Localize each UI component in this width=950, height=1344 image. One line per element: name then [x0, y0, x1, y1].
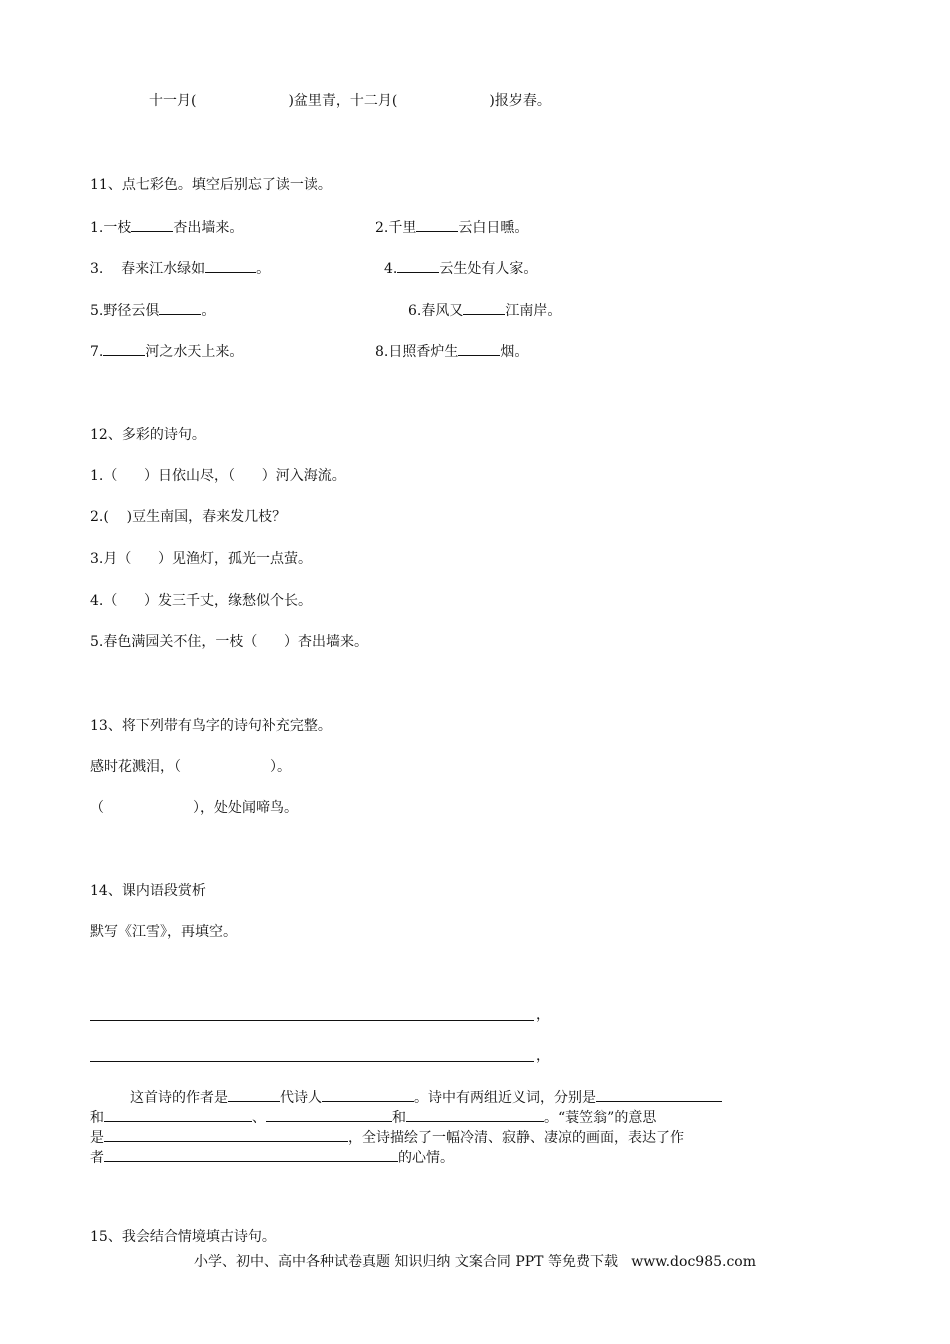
q14-p2-a: 和 [90, 1110, 104, 1126]
q11-blank-5[interactable] [159, 301, 201, 315]
q13-line-1: 感时花溅泪，（ ）。 [90, 759, 292, 775]
q14-p3-a: 是 [90, 1130, 104, 1146]
meaning-blank[interactable] [104, 1128, 348, 1142]
q14-para-line-3 [90, 1128, 684, 1147]
q11-item-2-post: 云白日曛。 [458, 220, 529, 236]
q11-item-3-post: 。 [256, 261, 271, 277]
poem-line-1-comma: ， [536, 1007, 550, 1023]
q13-line-2: （ ），处处闻啼鸟。 [90, 800, 299, 816]
q11-item-6-post: 江南岸。 [505, 303, 562, 319]
q11-item-7-post: 河之水天上来。 [145, 344, 244, 360]
q11-item-2-pre: 2.千里 [375, 220, 417, 236]
poem-line-2[interactable] [90, 1061, 534, 1062]
q11-item-7-pre: 7. [90, 344, 104, 360]
q13-title: 13、将下列带有鸟字的诗句补充完整。 [90, 718, 332, 734]
q14-instruction: 默写《江雪》，再填空。 [90, 924, 237, 940]
q14-p2-d: 。“蓑笠翁”的意思 [544, 1110, 657, 1126]
page-footer: 小学、初中、高中各种试卷真题 知识归纳 文案合同 PPT 等免费下载 www.doc985.com [193, 1254, 756, 1270]
q14-p1-b: 代诗人 [280, 1090, 322, 1106]
q10-text-a: 十一月( [149, 93, 197, 109]
q11-item-8-pre: 8.日照香炉生 [375, 344, 459, 360]
q14-p3-b: ，全诗描绘了一幅冷清、寂静、凄凉的画面，表达了作 [348, 1130, 684, 1146]
q11-item-8 [375, 342, 528, 361]
synonym-blank-3[interactable] [266, 1108, 392, 1122]
q10-text-c: )报岁春。 [489, 93, 551, 109]
q11-item-1 [90, 218, 243, 237]
q12-item-1: 1.（ ）日依山尽，（ ）河入海流。 [90, 468, 346, 484]
q10-line [149, 92, 551, 110]
feeling-blank[interactable] [104, 1148, 398, 1162]
q11-item-7 [90, 342, 243, 361]
q11-item-1-pre: 1.一枝 [90, 220, 132, 236]
q10-text-b: )盆里青，十二月( [288, 93, 398, 109]
q11-item-4-post: 云生处有人家。 [439, 261, 538, 277]
q11-blank-8[interactable] [458, 342, 500, 356]
q11-item-6 [408, 301, 561, 320]
q14-title: 14、课内语段赏析 [90, 883, 206, 899]
q12-item-2: 2.( )豆生南国，春来发几枝？ [90, 509, 287, 525]
dynasty-blank[interactable] [228, 1088, 280, 1102]
q12-item-3: 3.月（ ）见渔灯，孤光一点萤。 [90, 551, 313, 567]
q11-blank-2[interactable] [416, 218, 458, 232]
q11-blank-4[interactable] [397, 259, 439, 273]
q11-blank-7[interactable] [103, 342, 145, 356]
q11-item-5 [90, 301, 215, 320]
q14-p2-b: 、 [252, 1110, 266, 1126]
q14-p4-a: 者 [90, 1150, 104, 1166]
poem-line-1[interactable] [90, 1020, 534, 1021]
q12-item-5: 5.春色满园关不住，一枝（ ）杏出墙来。 [90, 634, 369, 650]
q11-item-6-pre: 6.春风又 [408, 303, 464, 319]
q11-title: 11、点七彩色。填空后别忘了读一读。 [90, 177, 332, 193]
poet-blank[interactable] [322, 1088, 414, 1102]
q14-para-line-1 [130, 1088, 722, 1107]
q11-item-4 [384, 259, 537, 278]
q15-title: 15、我会结合情境填古诗句。 [90, 1229, 276, 1245]
q11-item-2 [375, 218, 528, 237]
q14-p1-c: 。诗中有两组近义词，分别是 [414, 1090, 596, 1106]
q14-para-line-2 [90, 1108, 656, 1127]
synonym-blank-4[interactable] [406, 1108, 544, 1122]
q11-item-5-pre: 5.野径云俱 [90, 303, 160, 319]
synonym-blank-2[interactable] [104, 1108, 252, 1122]
q11-item-1-post: 杏出墙来。 [173, 220, 244, 236]
q11-item-3 [90, 259, 270, 278]
q14-p4-b: 的心情。 [398, 1150, 454, 1166]
poem-line-2-comma: ， [536, 1048, 550, 1064]
q12-item-4: 4.（ ）发三千丈，缘愁似个长。 [90, 593, 313, 609]
q11-item-3-pre: 3. 春来江水绿如 [90, 261, 206, 277]
q12-title: 12、多彩的诗句。 [90, 427, 206, 443]
q11-item-4-pre: 4. [384, 261, 398, 277]
q14-para-line-4 [90, 1148, 454, 1167]
synonym-blank-1[interactable] [596, 1088, 722, 1102]
q14-p1-a: 这首诗的作者是 [130, 1090, 228, 1106]
q11-item-8-post: 烟。 [500, 344, 529, 360]
q11-blank-6[interactable] [463, 301, 505, 315]
q11-blank-1[interactable] [131, 218, 173, 232]
q14-p2-c: 和 [392, 1110, 406, 1126]
q11-blank-3[interactable] [205, 259, 256, 273]
q11-item-5-post: 。 [201, 303, 216, 319]
